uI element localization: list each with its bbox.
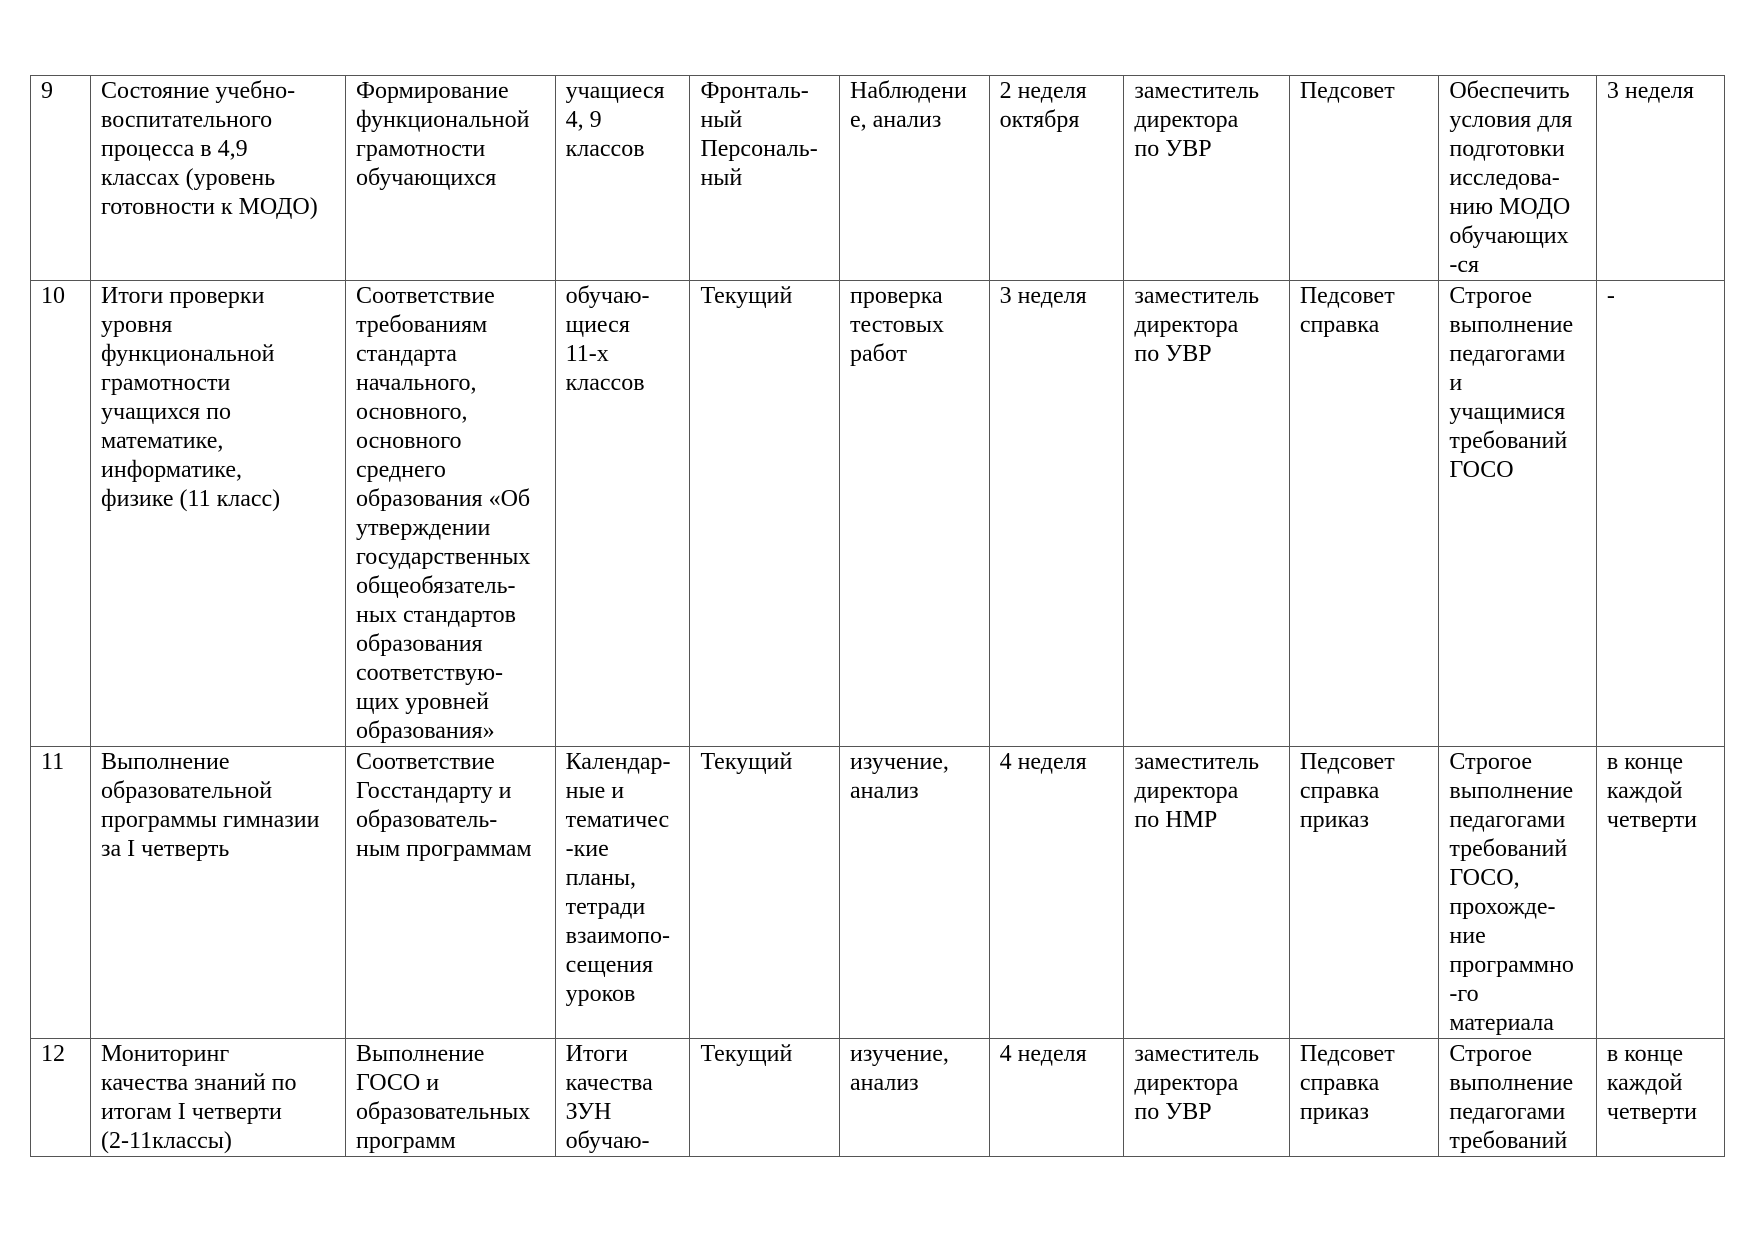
cell-text-line: Педсовет <box>1299 749 1395 775</box>
cell-text-line: выполнение <box>1449 312 1574 338</box>
table-body <box>31 76 1725 1157</box>
cell-text-line: грамотности <box>355 136 486 162</box>
table-row <box>31 747 1725 1039</box>
cell-text-line: Мониторинг <box>101 1041 230 1067</box>
cell-text-line: заместитель <box>1134 78 1260 104</box>
recheck-cell <box>1596 281 1724 747</box>
review-place-cell <box>1289 747 1439 1039</box>
cell-text-line: воспитательного <box>101 107 273 133</box>
control-plan-table <box>30 75 1725 1157</box>
cell-text-line: соответствую- <box>355 660 504 686</box>
cell-text-line: ГОСО <box>1449 457 1514 483</box>
cell-text-line: справка <box>1299 1070 1380 1096</box>
cell-text-line: Соответствие <box>355 283 495 309</box>
cell-text-line: Строгое <box>1449 1041 1533 1067</box>
cell-text-line: учащиеся <box>565 78 665 104</box>
object-cell <box>555 1039 690 1157</box>
responsible-cell <box>1124 281 1289 747</box>
method-cell <box>840 76 990 281</box>
cell-text-line: обучающихся <box>355 165 497 191</box>
cell-text-line: Соответствие <box>355 749 495 775</box>
cell-text-line: физике (11 класс) <box>101 486 281 512</box>
purpose-cell <box>345 747 555 1039</box>
cell-text-line: -ся <box>1449 252 1480 278</box>
review-place-cell <box>1289 76 1439 281</box>
topic-cell <box>91 281 346 747</box>
table-row <box>31 281 1725 747</box>
cell-text-line: изучение, <box>850 1041 949 1067</box>
cell-text-line: Госстандарту и <box>355 778 512 804</box>
cell-text-line: Персональ- <box>700 136 818 162</box>
cell-text-line: условия для <box>1449 107 1573 133</box>
cell-text-line: щих уровней <box>355 689 489 715</box>
cell-text-line: среднего <box>355 457 446 483</box>
timing-cell <box>989 1039 1124 1157</box>
control-type-cell <box>690 747 840 1039</box>
cell-text-line: в конце <box>1606 749 1683 775</box>
cell-text-line: математике, <box>101 428 224 454</box>
cell-text-line: образования <box>355 631 483 657</box>
cell-text-line: обучаю- <box>565 283 650 309</box>
decision-cell <box>1439 1039 1597 1157</box>
cell-text-line: (2-11классы) <box>101 1128 232 1154</box>
cell-text-line: директора <box>1134 107 1239 133</box>
timing-cell <box>989 747 1124 1039</box>
object-cell <box>555 281 690 747</box>
topic-cell <box>91 76 346 281</box>
method-cell <box>840 1039 990 1157</box>
cell-text-line: - <box>1606 283 1615 309</box>
cell-text-line: начального, <box>355 370 477 396</box>
cell-text-line: Текущий <box>700 283 793 309</box>
cell-text-line: тематичес <box>565 807 670 833</box>
cell-text-line: в конце <box>1606 1041 1683 1067</box>
cell-text-line: Текущий <box>700 1041 793 1067</box>
table-row <box>31 76 1725 281</box>
cell-text-line: справка <box>1299 312 1380 338</box>
cell-text-line: грамотности <box>101 370 231 396</box>
cell-text-line: Итоги проверки <box>101 283 265 309</box>
cell-text-line: ный <box>700 165 743 191</box>
row-number-cell: 11 <box>31 747 91 1039</box>
cell-text-line: образователь- <box>355 807 498 833</box>
cell-text-line: приказ <box>1299 807 1369 833</box>
row-number-cell: 10 <box>31 281 91 747</box>
cell-text-line: качества <box>565 1070 653 1096</box>
cell-text-line: Строгое <box>1449 283 1533 309</box>
cell-text-line: 4 неделя <box>999 1041 1087 1067</box>
cell-text-line: приказ <box>1299 1099 1369 1125</box>
cell-text-line: е, анализ <box>850 107 942 133</box>
cell-text-line: функциональной <box>101 341 275 367</box>
cell-text-line: 11-х <box>565 341 609 367</box>
cell-text-line: требований <box>1449 428 1568 454</box>
cell-text-line: качества знаний по <box>101 1070 297 1096</box>
control-type-cell <box>690 281 840 747</box>
cell-text-line: планы, <box>565 865 637 891</box>
cell-text-line: Педсовет <box>1299 78 1395 104</box>
timing-cell <box>989 76 1124 281</box>
cell-text-line: классов <box>565 136 645 162</box>
cell-text-line: тестовых <box>850 312 945 338</box>
cell-text-line: Строгое <box>1449 749 1533 775</box>
cell-text-line: работ <box>850 341 908 367</box>
method-cell <box>840 281 990 747</box>
cell-text-line: анализ <box>850 778 919 804</box>
cell-text-line: основного, <box>355 399 468 425</box>
topic-cell <box>91 747 346 1039</box>
cell-text-line: заместитель <box>1134 749 1260 775</box>
cell-text-line: 2 неделя <box>999 78 1087 104</box>
recheck-cell <box>1596 747 1724 1039</box>
cell-text-line: -кие <box>565 836 609 862</box>
cell-text-line: Календар- <box>565 749 671 775</box>
cell-text-line: образования» <box>355 718 495 744</box>
cell-text-line: требований <box>1449 1128 1568 1154</box>
cell-text-line: прохожде- <box>1449 894 1556 920</box>
responsible-cell <box>1124 747 1289 1039</box>
cell-text-line: по УВР <box>1134 341 1212 367</box>
cell-text-line: функциональной <box>355 107 530 133</box>
cell-text-line: образовательных <box>355 1099 531 1125</box>
cell-text-line: ные и <box>565 778 625 804</box>
cell-text-line: педагогами <box>1449 807 1566 833</box>
cell-text-line: исследова- <box>1449 165 1560 191</box>
cell-text-line: каждой <box>1606 778 1683 804</box>
cell-text-line: программы гимназии <box>101 807 320 833</box>
cell-text-line: обучаю- <box>565 1128 650 1154</box>
object-cell <box>555 747 690 1039</box>
decision-cell <box>1439 76 1597 281</box>
cell-text-line: по НМР <box>1134 807 1218 833</box>
cell-text-line: заместитель <box>1134 283 1260 309</box>
cell-text-line: подготовки <box>1449 136 1565 162</box>
cell-text-line: за I четверть <box>101 836 230 862</box>
cell-text-line: по УВР <box>1134 1099 1212 1125</box>
cell-text-line: ный <box>700 107 743 133</box>
cell-text-line: октября <box>999 107 1080 133</box>
cell-text-line: педагогами <box>1449 1099 1566 1125</box>
cell-text-line: ние <box>1449 923 1486 949</box>
cell-text-line: ГОСО, <box>1449 865 1520 891</box>
cell-text-line: обучающих <box>1449 223 1569 249</box>
cell-text-line: государственных <box>355 544 531 570</box>
cell-text-line: Обеспечить <box>1449 78 1570 104</box>
cell-text-line: Наблюдени <box>850 78 967 104</box>
cell-text-line: уровня <box>101 312 173 338</box>
cell-text-line: четверти <box>1606 807 1697 833</box>
cell-text-line: классах (уровень <box>101 165 276 191</box>
review-place-cell <box>1289 1039 1439 1157</box>
cell-text-line: итогам I четверти <box>101 1099 282 1125</box>
control-type-cell <box>690 76 840 281</box>
cell-text-line: директора <box>1134 312 1239 338</box>
cell-text-line: уроков <box>565 981 636 1007</box>
cell-text-line: ГОСО и <box>355 1070 440 1096</box>
cell-text-line: заместитель <box>1134 1041 1260 1067</box>
cell-text-line: информатике, <box>101 457 243 483</box>
cell-text-line: классов <box>565 370 645 396</box>
cell-text-line: тетради <box>565 894 646 920</box>
review-place-cell <box>1289 281 1439 747</box>
decision-cell <box>1439 281 1597 747</box>
cell-text-line: 3 неделя <box>1606 78 1694 104</box>
cell-text-line: основного <box>355 428 462 454</box>
timing-cell <box>989 281 1124 747</box>
cell-text-line: Выполнение <box>355 1041 485 1067</box>
cell-text-line: процесса в 4,9 <box>101 136 248 162</box>
cell-text-line: изучение, <box>850 749 949 775</box>
cell-text-line: справка <box>1299 778 1380 804</box>
recheck-cell <box>1596 1039 1724 1157</box>
cell-text-line: четверти <box>1606 1099 1697 1125</box>
cell-text-line: 4 неделя <box>999 749 1087 775</box>
cell-text-line: взаимопо- <box>565 923 670 949</box>
cell-text-line: анализ <box>850 1070 919 1096</box>
cell-text-line: материала <box>1449 1010 1554 1036</box>
cell-text-line: педагогами <box>1449 341 1566 367</box>
cell-text-line: выполнение <box>1449 1070 1574 1096</box>
cell-text-line: готовности к МОДО) <box>101 194 318 220</box>
cell-text-line: учащихся по <box>101 399 231 425</box>
cell-text-line: ЗУН <box>565 1099 612 1125</box>
cell-text-line: сещения <box>565 952 654 978</box>
responsible-cell <box>1124 76 1289 281</box>
cell-text-line: программно <box>1449 952 1574 978</box>
row-number-cell: 9 <box>31 76 91 281</box>
cell-text-line: стандарта <box>355 341 457 367</box>
cell-text-line: Педсовет <box>1299 1041 1395 1067</box>
cell-text-line: ных стандартов <box>355 602 516 628</box>
control-type-cell <box>690 1039 840 1157</box>
cell-text-line: Фронталь- <box>700 78 809 104</box>
cell-text-line: проверка <box>850 283 943 309</box>
cell-text-line: Текущий <box>700 749 793 775</box>
cell-text-line: утверждении <box>355 515 491 541</box>
cell-text-line: образования «Об <box>355 486 531 512</box>
cell-text-line: программ <box>355 1128 456 1154</box>
cell-text-line: каждой <box>1606 1070 1683 1096</box>
cell-text-line: Выполнение <box>101 749 230 775</box>
cell-text-line: Формирование <box>355 78 509 104</box>
cell-text-line: Итоги <box>565 1041 628 1067</box>
cell-text-line: и <box>1449 370 1463 396</box>
table-row <box>31 1039 1725 1157</box>
row-number-cell: 12 <box>31 1039 91 1157</box>
method-cell <box>840 747 990 1039</box>
cell-text-line: ным программам <box>355 836 532 862</box>
topic-cell <box>91 1039 346 1157</box>
cell-text-line: требованиям <box>355 312 488 338</box>
purpose-cell <box>345 1039 555 1157</box>
cell-text-line: 4, 9 <box>565 107 602 133</box>
cell-text-line: общеобязатель- <box>355 573 516 599</box>
cell-text-line: требований <box>1449 836 1568 862</box>
cell-text-line: директора <box>1134 1070 1239 1096</box>
cell-text-line: директора <box>1134 778 1239 804</box>
cell-text-line: -го <box>1449 981 1479 1007</box>
purpose-cell <box>345 281 555 747</box>
cell-text-line: Педсовет <box>1299 283 1395 309</box>
decision-cell <box>1439 747 1597 1039</box>
cell-text-line: 3 неделя <box>999 283 1087 309</box>
responsible-cell <box>1124 1039 1289 1157</box>
cell-text-line: щиеся <box>565 312 630 338</box>
cell-text-line: учащимися <box>1449 399 1566 425</box>
cell-text-line: выполнение <box>1449 778 1574 804</box>
recheck-cell <box>1596 76 1724 281</box>
cell-text-line: по УВР <box>1134 136 1212 162</box>
object-cell <box>555 76 690 281</box>
purpose-cell <box>345 76 555 281</box>
cell-text-line: Состояние учебно- <box>101 78 296 104</box>
cell-text-line: образовательной <box>101 778 273 804</box>
cell-text-line: нию МОДО <box>1449 194 1571 220</box>
